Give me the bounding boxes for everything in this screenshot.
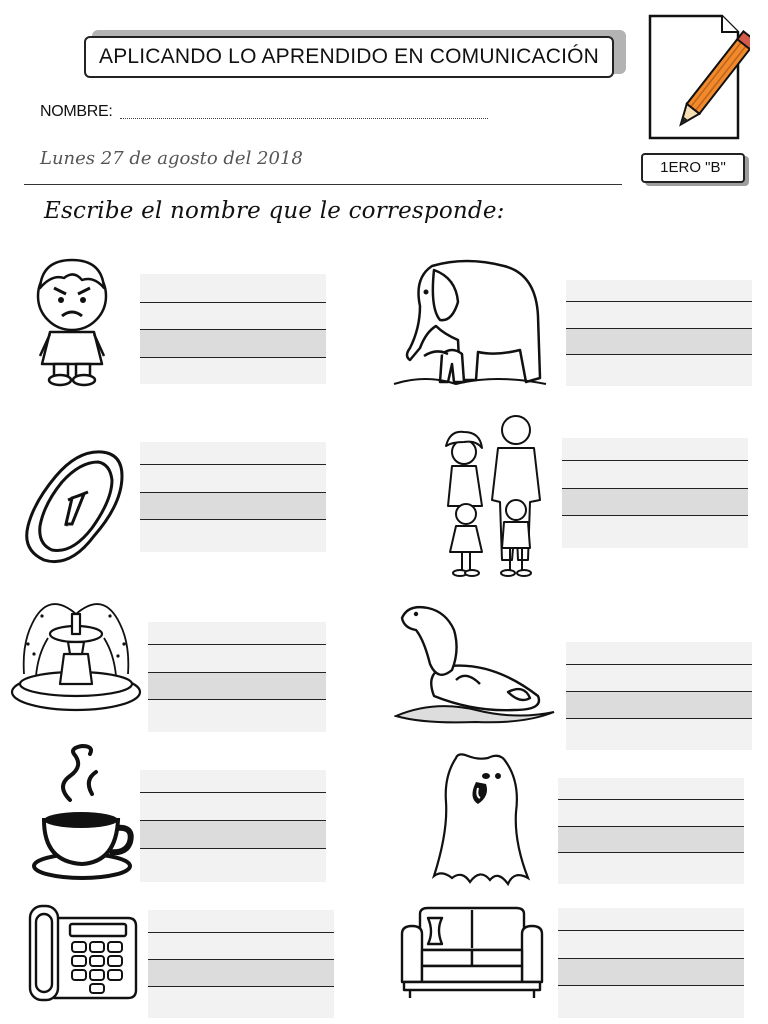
writing-lines-telephone[interactable] [148, 910, 334, 1018]
worksheet-title: APLICANDO LO APRENDIDO EN COMUNICACIÓN [84, 36, 614, 78]
sofa-icon [400, 904, 544, 1000]
writing-lines-elephant[interactable] [566, 280, 752, 386]
writing-lines-fountain[interactable] [148, 622, 326, 732]
soap-icon [18, 446, 130, 568]
writing-lines-ghost[interactable] [558, 778, 744, 884]
date-text: Lunes 27 de agosto del 2018 [40, 148, 303, 169]
elephant-icon [386, 252, 552, 392]
paper-pencil-icon [642, 12, 750, 144]
instruction-text: Escribe el nombre que le corresponde: [44, 198, 505, 224]
writing-lines-sofa[interactable] [558, 908, 744, 1018]
telephone-icon [24, 902, 140, 1002]
class-badge: 1ERO "B" [641, 153, 745, 183]
ghost-icon [428, 752, 538, 888]
fountain-icon [8, 584, 144, 720]
nombre-field[interactable] [120, 118, 488, 119]
writing-lines-boy[interactable] [140, 274, 326, 384]
writing-lines-soap[interactable] [140, 442, 326, 552]
boy-icon [24, 252, 120, 388]
writing-lines-coffee[interactable] [140, 770, 326, 882]
family-icon [436, 410, 550, 580]
coffee-cup-icon [30, 740, 134, 884]
writing-lines-family[interactable] [562, 438, 748, 548]
writing-lines-seal[interactable] [566, 642, 752, 750]
nombre-label: NOMBRE: [40, 103, 113, 120]
header-divider [24, 184, 622, 185]
seal-icon [394, 600, 560, 724]
